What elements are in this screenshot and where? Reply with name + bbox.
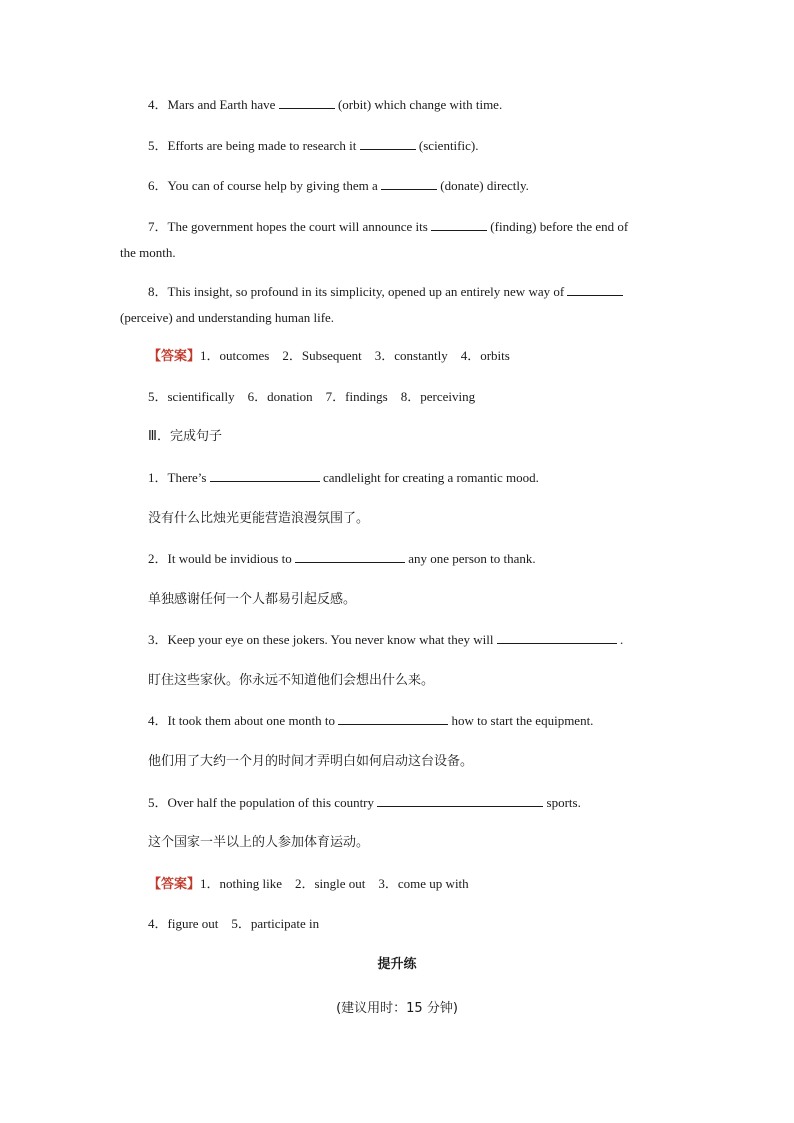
answer-blank[interactable] (381, 177, 437, 190)
sentence-2-translation: 单独感谢任何一个人都易引起反感。 (148, 592, 357, 607)
answer-blank[interactable] (279, 96, 335, 109)
answer-blank[interactable] (567, 283, 623, 296)
sentence-4-translation: 他们用了大约一个月的时间才弄明白如何启动这台设备。 (148, 754, 474, 769)
answer-blank[interactable] (377, 794, 543, 807)
sentence-1: 1．There’s candlelight for creating a romantic mood. (148, 470, 539, 485)
question-7: 7．The government hopes the court will announce its (finding) before the end of (148, 219, 629, 234)
answer-key-1: 【答案】1．outcomes 2．Subsequent 3．constantly 4．orbits (148, 348, 510, 364)
answer-key-2-continued: 4．figure out 5．participate in (148, 916, 320, 931)
sentence-3-translation: 盯住这些家伙。你永远不知道他们会想出什么来。 (148, 673, 435, 688)
section-title: 提升练 (377, 957, 417, 972)
sentence-5: 5．Over half the population of this country sports. (148, 795, 581, 810)
answer-blank[interactable] (431, 218, 487, 231)
sentence-5-translation: 这个国家一半以上的人参加体育运动。 (148, 835, 370, 850)
question-7-continued: the month. (120, 245, 176, 260)
answer-blank[interactable] (360, 137, 416, 150)
answer-key-1-continued: 5．scientifically 6．donation 7．findings 8．perceiving (148, 389, 476, 404)
answer-blank[interactable] (497, 631, 617, 644)
section-heading: Ⅲ．完成句子 (148, 429, 222, 444)
answer-blank[interactable] (210, 469, 320, 482)
answer-key-2: 【答案】1．nothing like 2．single out 3．come up with (148, 876, 469, 892)
answer-blank[interactable] (295, 550, 405, 563)
sentence-2: 2．It would be invidious to any one person to thank. (148, 551, 536, 566)
time-suggestion: (建议用时：15 分钟) (336, 1001, 458, 1016)
question-8: 8．This insight, so profound in its simplicity, opened up an entirely new way of (148, 283, 623, 301)
sentence-1-translation: 没有什么比烛光更能营造浪漫氛围了。 (148, 511, 370, 526)
answer-tag: 【答案】 (148, 349, 201, 364)
question-4: 4．Mars and Earth have (orbit) which change with time. (148, 97, 503, 112)
sentence-4: 4．It took them about one month to how to start the equipment. (148, 713, 594, 728)
answer-tag: 【答案】 (148, 877, 201, 892)
sentence-3: 3．Keep your eye on these jokers. You never know what they will . (148, 632, 624, 647)
question-5: 5．Efforts are being made to research it (scientific). (148, 138, 479, 153)
answer-blank[interactable] (338, 712, 448, 725)
question-8-continued: (perceive) and understanding human life. (120, 310, 335, 325)
question-6: 6．You can of course help by giving them a (donate) directly. (148, 178, 529, 193)
